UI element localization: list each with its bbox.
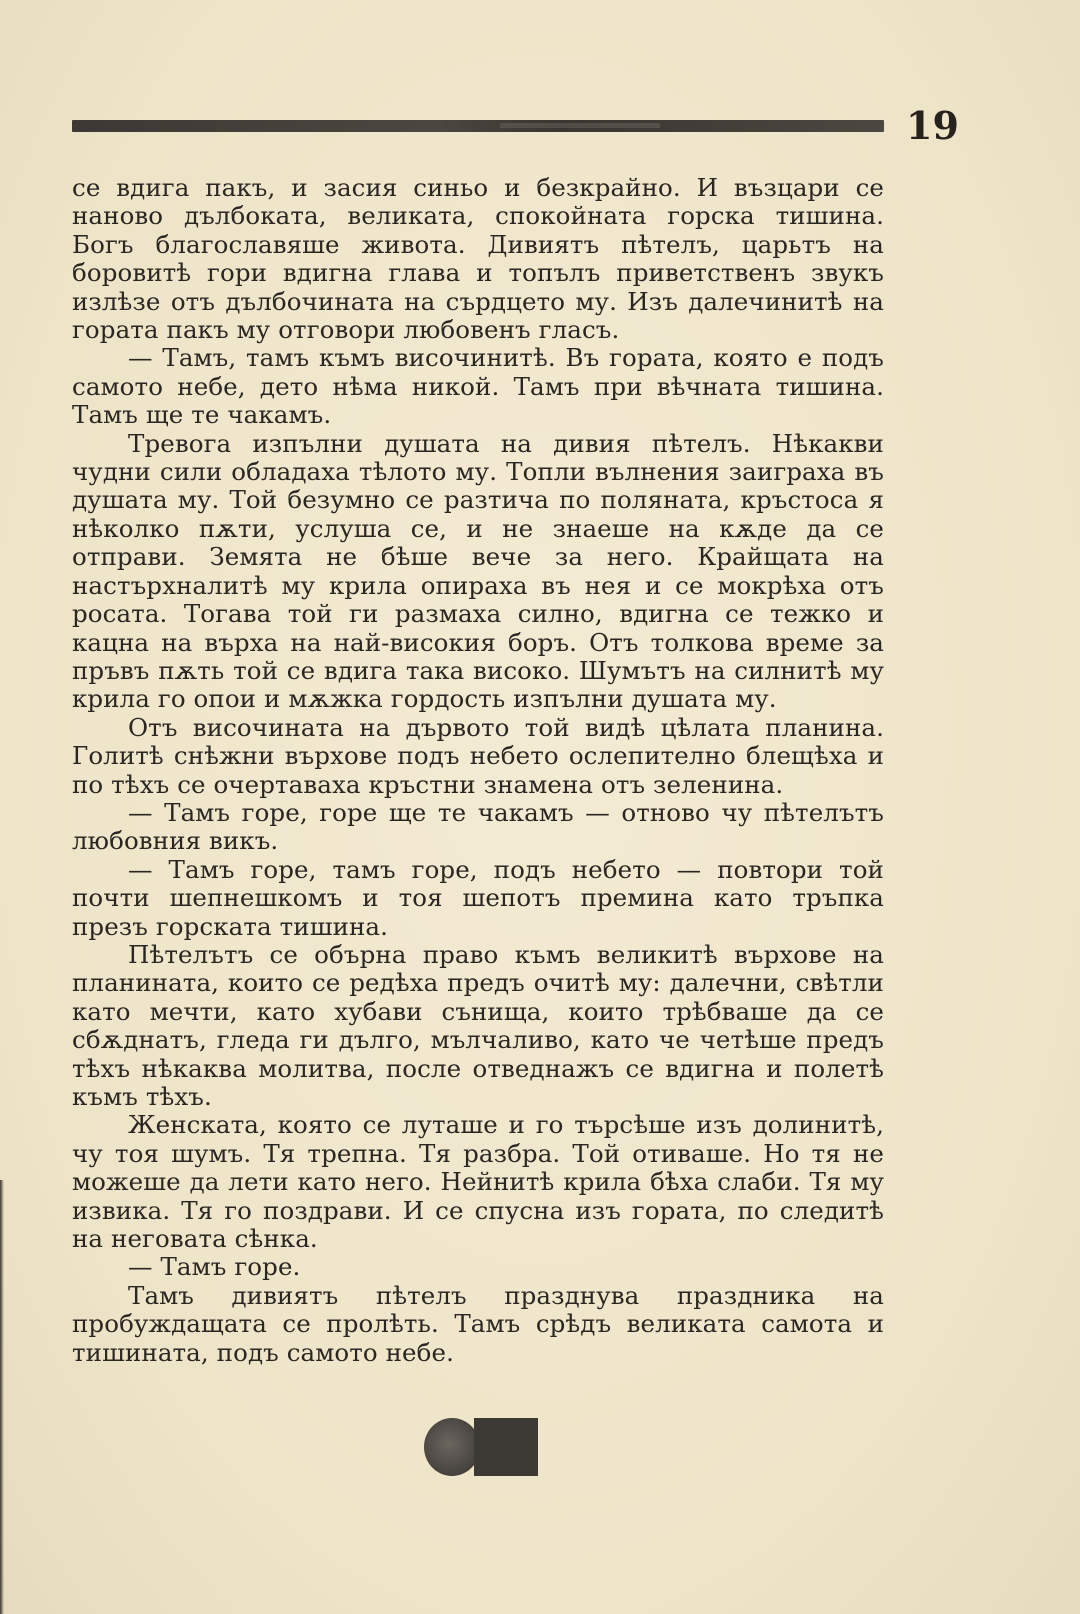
paragraph-3: Тревога изпълни душата на дивия пѣтелъ. Нѣкакви чудни сили обладаха тѣлото му. Топли вълнения заиграха въ душата му. Той безумно се разтича по поляната, кръстоса я нѣколко пѫти, услуша се, и не знаеше на кѫде да се отправи. Земята не бѣше вече за него. Крайщата на настърхналитѣ му крила опираха въ нея и се мокрѣха отъ росата. Тогава той ги размаха силно, вдигна се тежко и кацна на върха на най-високия боръ. Отъ толкова време за пръвъ пѫть той се вдига така високо. Шумътъ на силнитѣ му крила го опои и мѫжка гордость изпълни душата му. — [72, 428, 884, 714]
header-rule-highlight — [500, 123, 660, 128]
paragraph-4: Отъ височината на дървото той видѣ цѣлата планина. Голитѣ снѣжни върхове подъ небето ослепително блещѣха и по тѣхъ се очертаваха кръстни знамена отъ зеленина. — [72, 712, 884, 799]
page-number: 19 — [906, 103, 959, 148]
ornament-circle-icon — [424, 1418, 480, 1476]
end-ornament — [424, 1418, 539, 1476]
paragraph-6: — Тамъ горе, тамъ горе, подъ небето — повтори той почти шепнешкомъ и тоя шепотъ премина като тръпка презъ горската тишина. — [72, 854, 884, 941]
paragraph-7: Пѣтелътъ се обърна право къмъ великитѣ върхове на планината, които се редѣха предъ очитѣ му: далечни, свѣтли като мечти, като хубави сънища, които трѣбваше да се сбѫднатъ, гледа ги дълго, мълчаливо, като че четѣше предъ тѣхъ нѣкаква молитва, после отведнажъ се вдигна и полетѣ къмъ тѣхъ. — [72, 939, 884, 1111]
paragraph-5: — Тамъ горе, горе ще те чакамъ — отново чу пѣтелътъ любовния викъ. — [72, 797, 884, 856]
ornament-square-icon — [474, 1418, 538, 1476]
paragraph-10: Тамъ дивиятъ пѣтелъ празднува праздника на пробуждащата се пролѣть. Тамъ срѣдъ великата самота и тишината, подъ самото небе. — [72, 1280, 884, 1367]
paragraph-9: — Тамъ горе. — [128, 1252, 301, 1282]
paragraph-8: Женската, която се луташе и го търсѣше изъ долинитѣ, чу тоя шумъ. Тя трепна. Тя разбра. Той отиваше. Но тя не можеше да лети като него. Нейнитѣ крила бѣха слаби. Тя му извика. Тя го поздрави. И се спусна изъ гората, по следитѣ на неговата сѣнка. — [72, 1110, 884, 1254]
paragraph-1: се вдига пакъ, и засия синьо и безкрайно. И възцари се наново дълбоката, великата, спокойната горска тишина. Богъ благославяше живота. Дивиятъ пѣтелъ, царьтъ на боровитѣ гори вдигна глава и топълъ приветственъ звукъ излѣзе отъ дълбочината на сърдцето му. Изъ далечинитѣ на гората пакъ му отговори любовенъ гласъ. — [72, 173, 884, 345]
body-text — [72, 174, 884, 1367]
header-rule — [72, 120, 884, 132]
page-edge-shadow — [0, 1180, 4, 1614]
paragraph-2: — Тамъ, тамъ къмъ височинитѣ. Въ гората, която е подъ самото небе, дето нѣма никой. Тамъ при вѣчната тишина. Тамъ ще те чакамъ. — [72, 343, 884, 430]
